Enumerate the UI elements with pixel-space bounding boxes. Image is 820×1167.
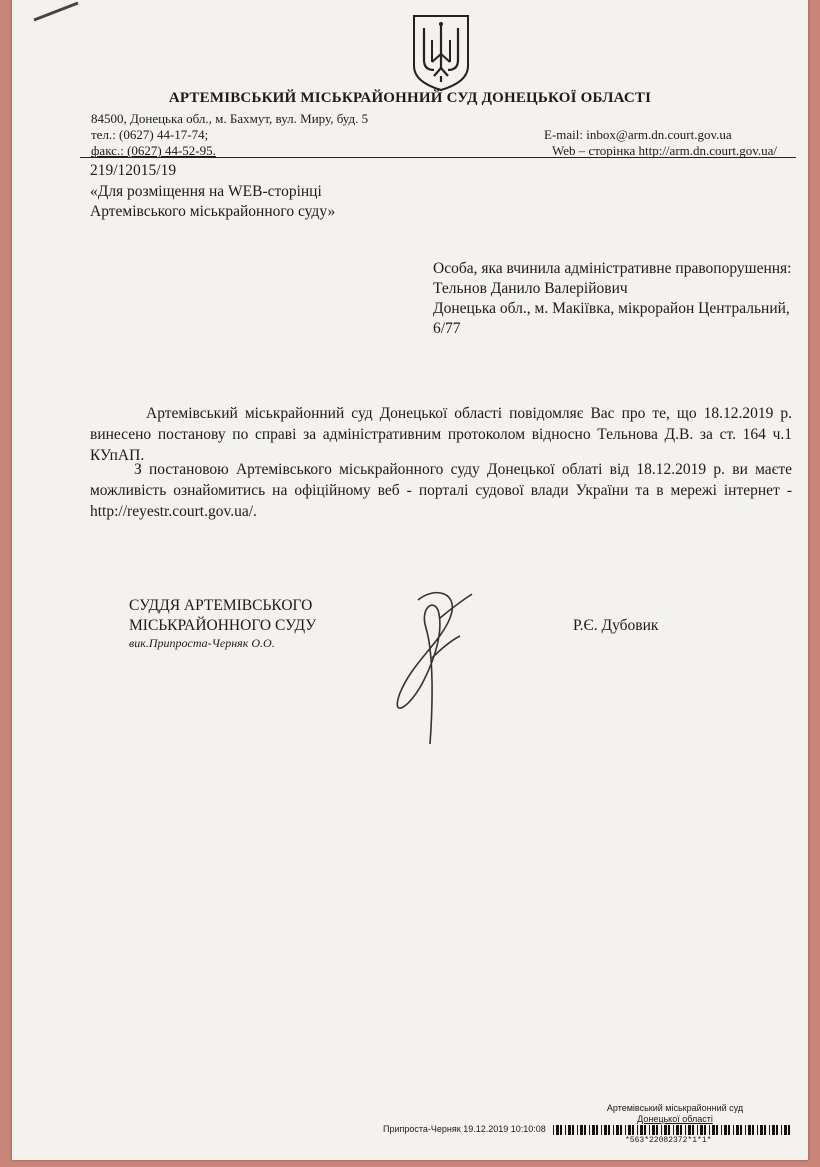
barcode-bar	[584, 1125, 586, 1135]
barcode-bar	[733, 1125, 734, 1135]
coat-of-arms-emblem	[412, 14, 470, 92]
barcode-bar	[661, 1125, 662, 1135]
recipient-name: Тельнов Данило Валерійович	[433, 280, 628, 297]
barcode-bar	[637, 1125, 638, 1135]
barcode-bar	[604, 1125, 607, 1135]
barcode-bar	[769, 1125, 770, 1135]
barcode-bar	[589, 1125, 590, 1135]
barcode-bar	[697, 1125, 698, 1135]
web-note-line2: Артемівського міськрайонного суду»	[90, 203, 336, 220]
barcode-bar	[592, 1125, 595, 1135]
barcode-bar	[700, 1125, 703, 1135]
barcode-bar	[568, 1125, 571, 1135]
header-divider	[80, 157, 796, 158]
barcode-bar	[704, 1125, 706, 1135]
barcode-bar	[712, 1125, 715, 1135]
barcode-bar	[652, 1125, 655, 1135]
web-note-line1: «Для розміщення на WEB-сторінці	[90, 183, 322, 200]
court-name: АРТЕМІВСЬКИЙ МІСЬКРАЙОННИЙ СУД ДОНЕЦЬКОЇ ОБЛАСТІ	[168, 90, 652, 106]
barcode-bar	[596, 1125, 598, 1135]
barcode-bar	[685, 1125, 686, 1135]
barcode-bar	[784, 1125, 787, 1135]
barcode-bar	[565, 1125, 566, 1135]
barcode-bar	[608, 1125, 610, 1135]
barcode-bar	[577, 1125, 578, 1135]
barcode-bar	[560, 1125, 562, 1135]
court-email[interactable]: E-mail: inbox@arm.dn.court.gov.ua	[544, 127, 732, 142]
barcode-bar	[688, 1125, 691, 1135]
barcode-bar	[625, 1125, 626, 1135]
barcode-bar	[764, 1125, 766, 1135]
barcode-bar	[745, 1125, 746, 1135]
footer-court-line2: Донецької області	[637, 1114, 713, 1124]
barcode-bar	[760, 1125, 763, 1135]
barcode-bar	[709, 1125, 710, 1135]
barcode-bar	[740, 1125, 742, 1135]
handwritten-signature	[380, 588, 475, 748]
court-address: 84500, Донецька обл., м. Бахмут, вул. Миру, буд. 5	[91, 111, 369, 126]
barcode-bar	[676, 1125, 679, 1135]
recipient-address-2: 6/77	[433, 320, 461, 337]
notice-paragraph-2: З постановою Артемівського міськрайонного суду Донецької облаті від 18.12.2019 р. ви маєте можливість ознайомитись на офіційному веб - порталі судової влади України та в мережі інтернет - http://reyestr.court.gov.ua/.	[90, 461, 792, 520]
judge-name: Р.Є. Дубовик	[573, 617, 659, 634]
court-phone: тел.: (0627) 44-17-74;	[91, 127, 209, 142]
recipient-address: Донецька обл., м. Макіївка, мікрорайон Центральний,	[433, 300, 790, 317]
barcode-bar	[736, 1125, 739, 1135]
judge-title-line1: СУДДЯ АРТЕМІВСЬКОГО	[129, 597, 313, 614]
footer-court-line1: Артемівський міськрайонний суд	[606, 1103, 744, 1113]
barcode-bar	[757, 1125, 758, 1135]
barcode	[553, 1125, 793, 1135]
court-fax: факс.: (0627) 44-52-95.	[91, 143, 216, 158]
barcode-bar	[640, 1125, 643, 1135]
barcode-bar	[724, 1125, 727, 1135]
barcode-bar	[632, 1125, 634, 1135]
barcode-bar	[728, 1125, 730, 1135]
judge-title-line2: МІСЬКРАЙОННОГО СУДУ	[129, 617, 317, 634]
barcode-text: *563*22082372*1*1*	[625, 1136, 712, 1145]
barcode-bar	[553, 1125, 554, 1135]
barcode-bar	[772, 1125, 775, 1135]
barcode-bar	[556, 1125, 559, 1135]
executor-name: вик.Припроста-Черняк О.О.	[129, 636, 275, 650]
barcode-bar	[628, 1125, 631, 1135]
barcode-bar	[673, 1125, 674, 1135]
recipient-role: Особа, яка вчинила адміністративне правопорушення:	[433, 260, 792, 277]
footer-registration: Припроста-Черняк 19.12.2019 10:10:08	[383, 1124, 546, 1134]
barcode-bar	[721, 1125, 722, 1135]
barcode-bar	[776, 1125, 778, 1135]
case-number: 219/12015/19	[90, 162, 177, 179]
barcode-bar	[716, 1125, 718, 1135]
barcode-bar	[692, 1125, 694, 1135]
court-website[interactable]: Web – сторінка http://arm.dn.court.gov.ua/	[552, 143, 778, 158]
scan-mark	[32, 0, 82, 22]
barcode-bar	[616, 1125, 619, 1135]
barcode-bar	[580, 1125, 583, 1135]
barcode-bar	[664, 1125, 667, 1135]
barcode-bar	[781, 1125, 782, 1135]
barcode-bar	[649, 1125, 650, 1135]
barcode-bar	[752, 1125, 754, 1135]
barcode-bar	[668, 1125, 670, 1135]
barcode-bar	[601, 1125, 602, 1135]
barcode-bar	[656, 1125, 658, 1135]
barcode-bar	[572, 1125, 574, 1135]
barcode-bar	[620, 1125, 622, 1135]
barcode-bar	[748, 1125, 751, 1135]
footer-court-name	[560, 1103, 790, 1125]
notice-paragraph-1: Артемівський міськрайонний суд Донецької області повідомляє Вас про те, що 18.12.2019 р. винесено постанову по справі за адміністративним протоколом відносно Тельнова Д.В. за ст. 164 ч.1 КУпАП.	[90, 405, 792, 464]
barcode-bar	[680, 1125, 682, 1135]
barcode-bar	[644, 1125, 646, 1135]
barcode-bar	[788, 1125, 790, 1135]
barcode-bar	[613, 1125, 614, 1135]
